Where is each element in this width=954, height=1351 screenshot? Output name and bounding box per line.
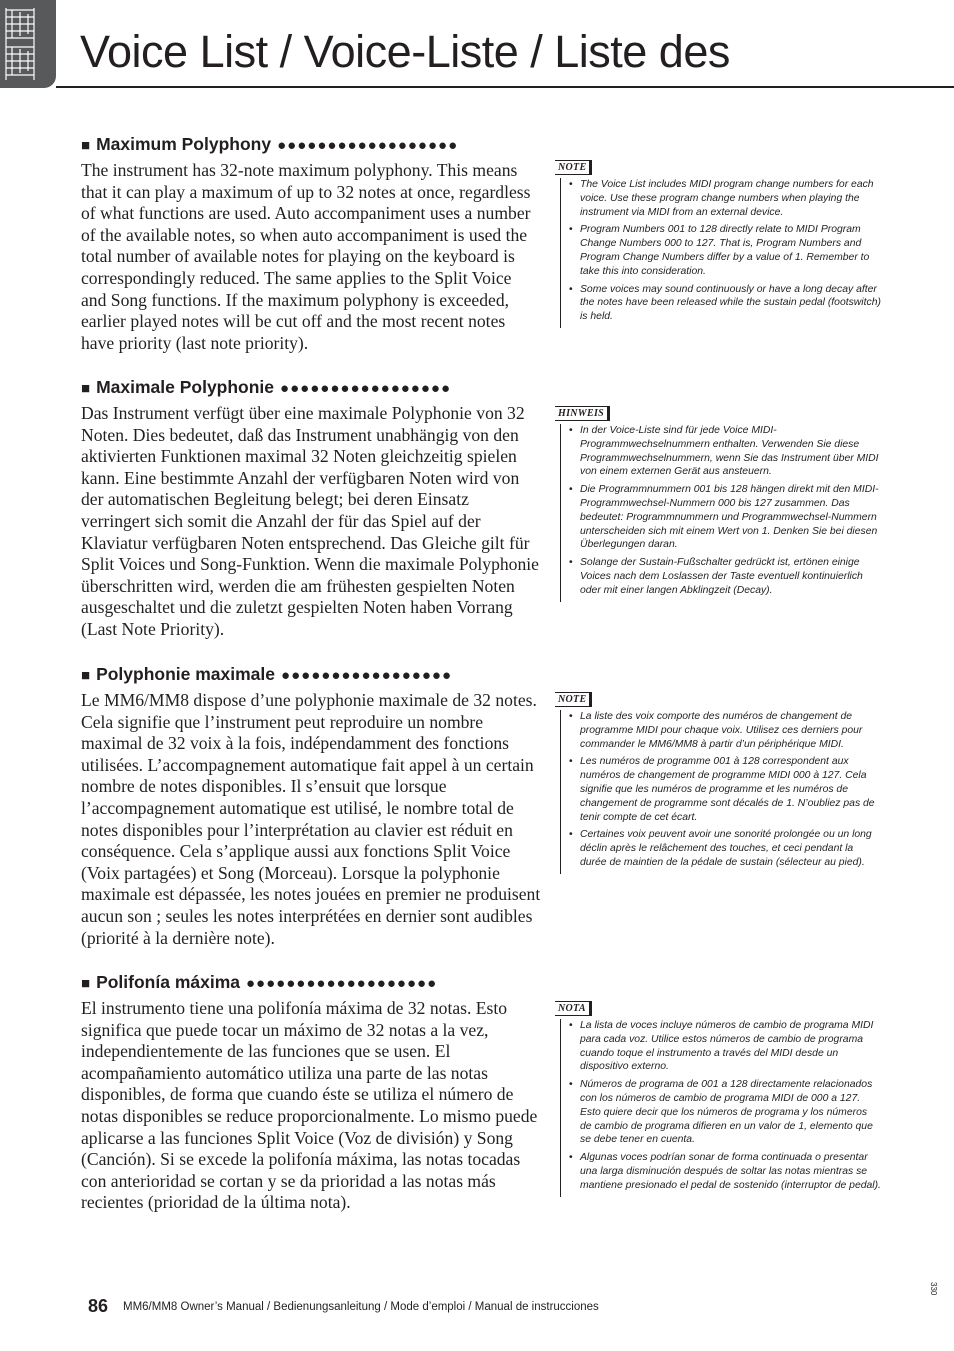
header-rule [56,86,954,88]
section-heading [81,972,541,994]
note-item: • Certaines voix peuvent avoir une sonorité prolongée ou un long déclin après le relâchement des touches, et ceci pendant la durée de maintien de la pédale de sustain (sélecteur au pied). [569,828,881,869]
page-number: 86 [88,1296,109,1316]
section-heading-label: Maximale Polyphonie [96,377,275,397]
note-item: • Algunas voces podrían sonar de forma continuada o presentar una larga disminución después de soltar las notas mientras se mantiene presionado el pedal de sostenido (interruptor de pedal). [569,1151,881,1192]
note-item: • Some voices may sound continuously or have a long decay after the notes have been released while the sustain pedal (footswitch) is held. [569,283,881,324]
note-block [558,1003,881,1197]
page-title: Voice List / Voice-Liste / Liste des [80,26,730,77]
section-heading [81,134,541,156]
section-heading [81,377,541,399]
section-body: Le MM6/MM8 dispose d’une polyphonie maximale de 32 notes. Cela signifie que l’instrument peut reproduire un nombre maximal de 32 voix à la fois, indépendamment des fonctions utilisées. L’accompagnement automatique fait appel à un certain nombre de notes disponibles. Il s’ensuit que lorsque l’accompagnement automatique est utilisé, le nombre total de notes disponibles pour l’interprétation au clavier est réduit en conséquence. Cela s’applique aussi aux fonctions Split Voice (Voix partagées) et Song (Morceau). Lorsque la polyphonie maximale est dépassée, les notes jouées en premier ne produisent aucun son ; seules les notes interprétées en dernier sont audibles (priorité à la dernière note). [81,690,541,948]
section-heading [81,664,541,686]
note-item: • Solange der Sustain-Fußschalter gedrückt ist, ertönen einige Voices nach dem Loslassen der Taste eventuell kontinuierlich oder mit einer langen Abklingzeit (Decay). [569,556,881,597]
music-staff-icon [0,0,56,88]
section-maximale-polyphonie [81,377,541,641]
note-label: NOTA [555,1001,592,1016]
dot-leader: ●●●●●●●●●●●●●●●●● [281,667,453,684]
note-item: • La liste des voix comporte des numéros de changement de programme MIDI pour chaque voix. Utilisez ces derniers pour commander le MM6/MM8 à partir d’un périphérique MIDI. [569,710,881,751]
section-polifonia-maxima [81,972,541,1214]
note-label: NOTE [555,160,592,175]
square-bullet-icon: ■ [81,137,91,154]
note-item: • Program Numbers 001 to 128 directly relate to MIDI Program Change Numbers 000 to 127. That is, Program Numbers and Program Change Numbers differ by a value of 1. Remember to take this into consideration. [569,223,881,278]
note-item: • La lista de voces incluye números de cambio de programa MIDI para cada voz. Utilice estos números de cambio de programa cuando toque el instrumento a través del MIDI desde un dispositivo externo. [569,1019,881,1074]
note-block [558,408,881,602]
note-block [558,162,881,328]
note-label: HINWEIS [555,406,610,421]
square-bullet-icon: ■ [81,975,91,992]
note-item: • Números de programa de 001 a 128 directamente relacionados con los números de cambio de programa MIDI de 000 a 127. Esto quiere decir que los números de programa y los números de cambio de programa difieren en un valor de 1, elemento que se debe tener en cuenta. [569,1078,881,1147]
section-body: Das Instrument verfügt über eine maximale Polyphonie von 32 Noten. Dies bedeutet, daß das Instrument unabhängig von den aktivierten Funktionen maximal 32 Noten gleichzeitig spielen kann. Eine bestimmte Anzahl der verfügbaren Noten wird von der automatischen Begleitung belegt; bei deren Einsatz verringert sich somit die Anzahl der für das Spiel auf der Klaviatur verfügbaren Noten entsprechend. Das Gleiche gilt für Split Voices und Song-Funktion. Wenn die maximale Polyphonie überschritten wird, werden die am frühesten gespielten Noten ausgeschaltet und die zuletzt gespielten Noten haben Vorrang (Last Note Priority). [81,403,539,639]
note-list [569,424,881,598]
side-code: 330 [929,1282,938,1296]
note-list [569,1019,881,1193]
section-maximum-polyphony [81,134,541,354]
dot-leader: ●●●●●●●●●●●●●●●●●● [277,137,459,154]
dot-leader: ●●●●●●●●●●●●●●●●●●● [246,975,438,992]
note-item: • In der Voice-Liste sind für jede Voice MIDI-Programmwechselnummern enthalten. Verwenden Sie diese Programmwechselnummern, wenn Sie das Instrument über MIDI von einem externen Gerät aus ansteuern. [569,424,881,479]
note-block [558,694,881,874]
footer-text: MM6/MM8 Owner’s Manual / Bedienungsanleitung / Mode d’emploi / Manual de instrucciones [123,1301,599,1313]
note-list [569,710,881,870]
note-list [569,178,881,324]
dot-leader: ●●●●●●●●●●●●●●●●● [280,380,452,397]
section-heading-label: Maximum Polyphony [96,134,272,154]
note-item: • The Voice List includes MIDI program change numbers for each voice. Use these program change numbers when playing the instrument via MIDI from an external device. [569,178,881,219]
square-bullet-icon: ■ [81,667,91,684]
note-item: • Les numéros de programme 001 à 128 correspondent aux numéros de changement de programme MIDI 000 à 127. Cela signifie que les numéros de programme et les numéros de changement de programme sont décalés de 1. N’oubliez pas de tenir compte de cet écart. [569,755,881,824]
header-tab-decoration [0,0,56,88]
section-polyphonie-maximale [81,664,541,949]
section-body: The instrument has 32-note maximum polyphony. This means that it can play a maximum of up to 32 notes at once, regardless of what functions are used. Auto accompaniment uses a number of the available notes, so when auto accompaniment is used the total number of available notes for playing on the keyboard is correspondingly reduced. The same applies to the Split Voice and Song functions. If the maximum polyphony is exceeded, earlier played notes will be cut off and the most recent notes have priority (last note priority). [81,160,531,353]
note-label: NOTE [555,692,592,707]
section-heading-label: Polyphonie maximale [96,664,276,684]
note-item: • Die Programmnummern 001 bis 128 hängen direkt mit den MIDI-Programmwechsel-Nummern 000 bis 127 zusammen. Das bedeutet: Programmnummern und Programmwechsel-Nummern unterscheiden sich mit einem Wert von 1. Denken Sie bei diesen Überlegungen daran. [569,483,881,552]
square-bullet-icon: ■ [81,380,91,397]
section-heading-label: Polifonía máxima [96,972,240,992]
section-body: El instrumento tiene una polifonía máxima de 32 notas. Esto significa que puede tocar un máximo de 32 notas a la vez, independientemente de las funciones que se usen. El acompañamiento automático utiliza una parte de las notas disponibles, de forma que cuando éste se utiliza el número de notas disponibles se reduce proporcionalmente. Lo mismo puede aplicarse a las funciones Split Voice (Voz de división) y Song (Canción). Si se excede la polifonía máxima, las notas tocadas con anterioridad se cortan y se da prioridad a las notas más recientes (prioridad de la última nota). [81,998,538,1213]
